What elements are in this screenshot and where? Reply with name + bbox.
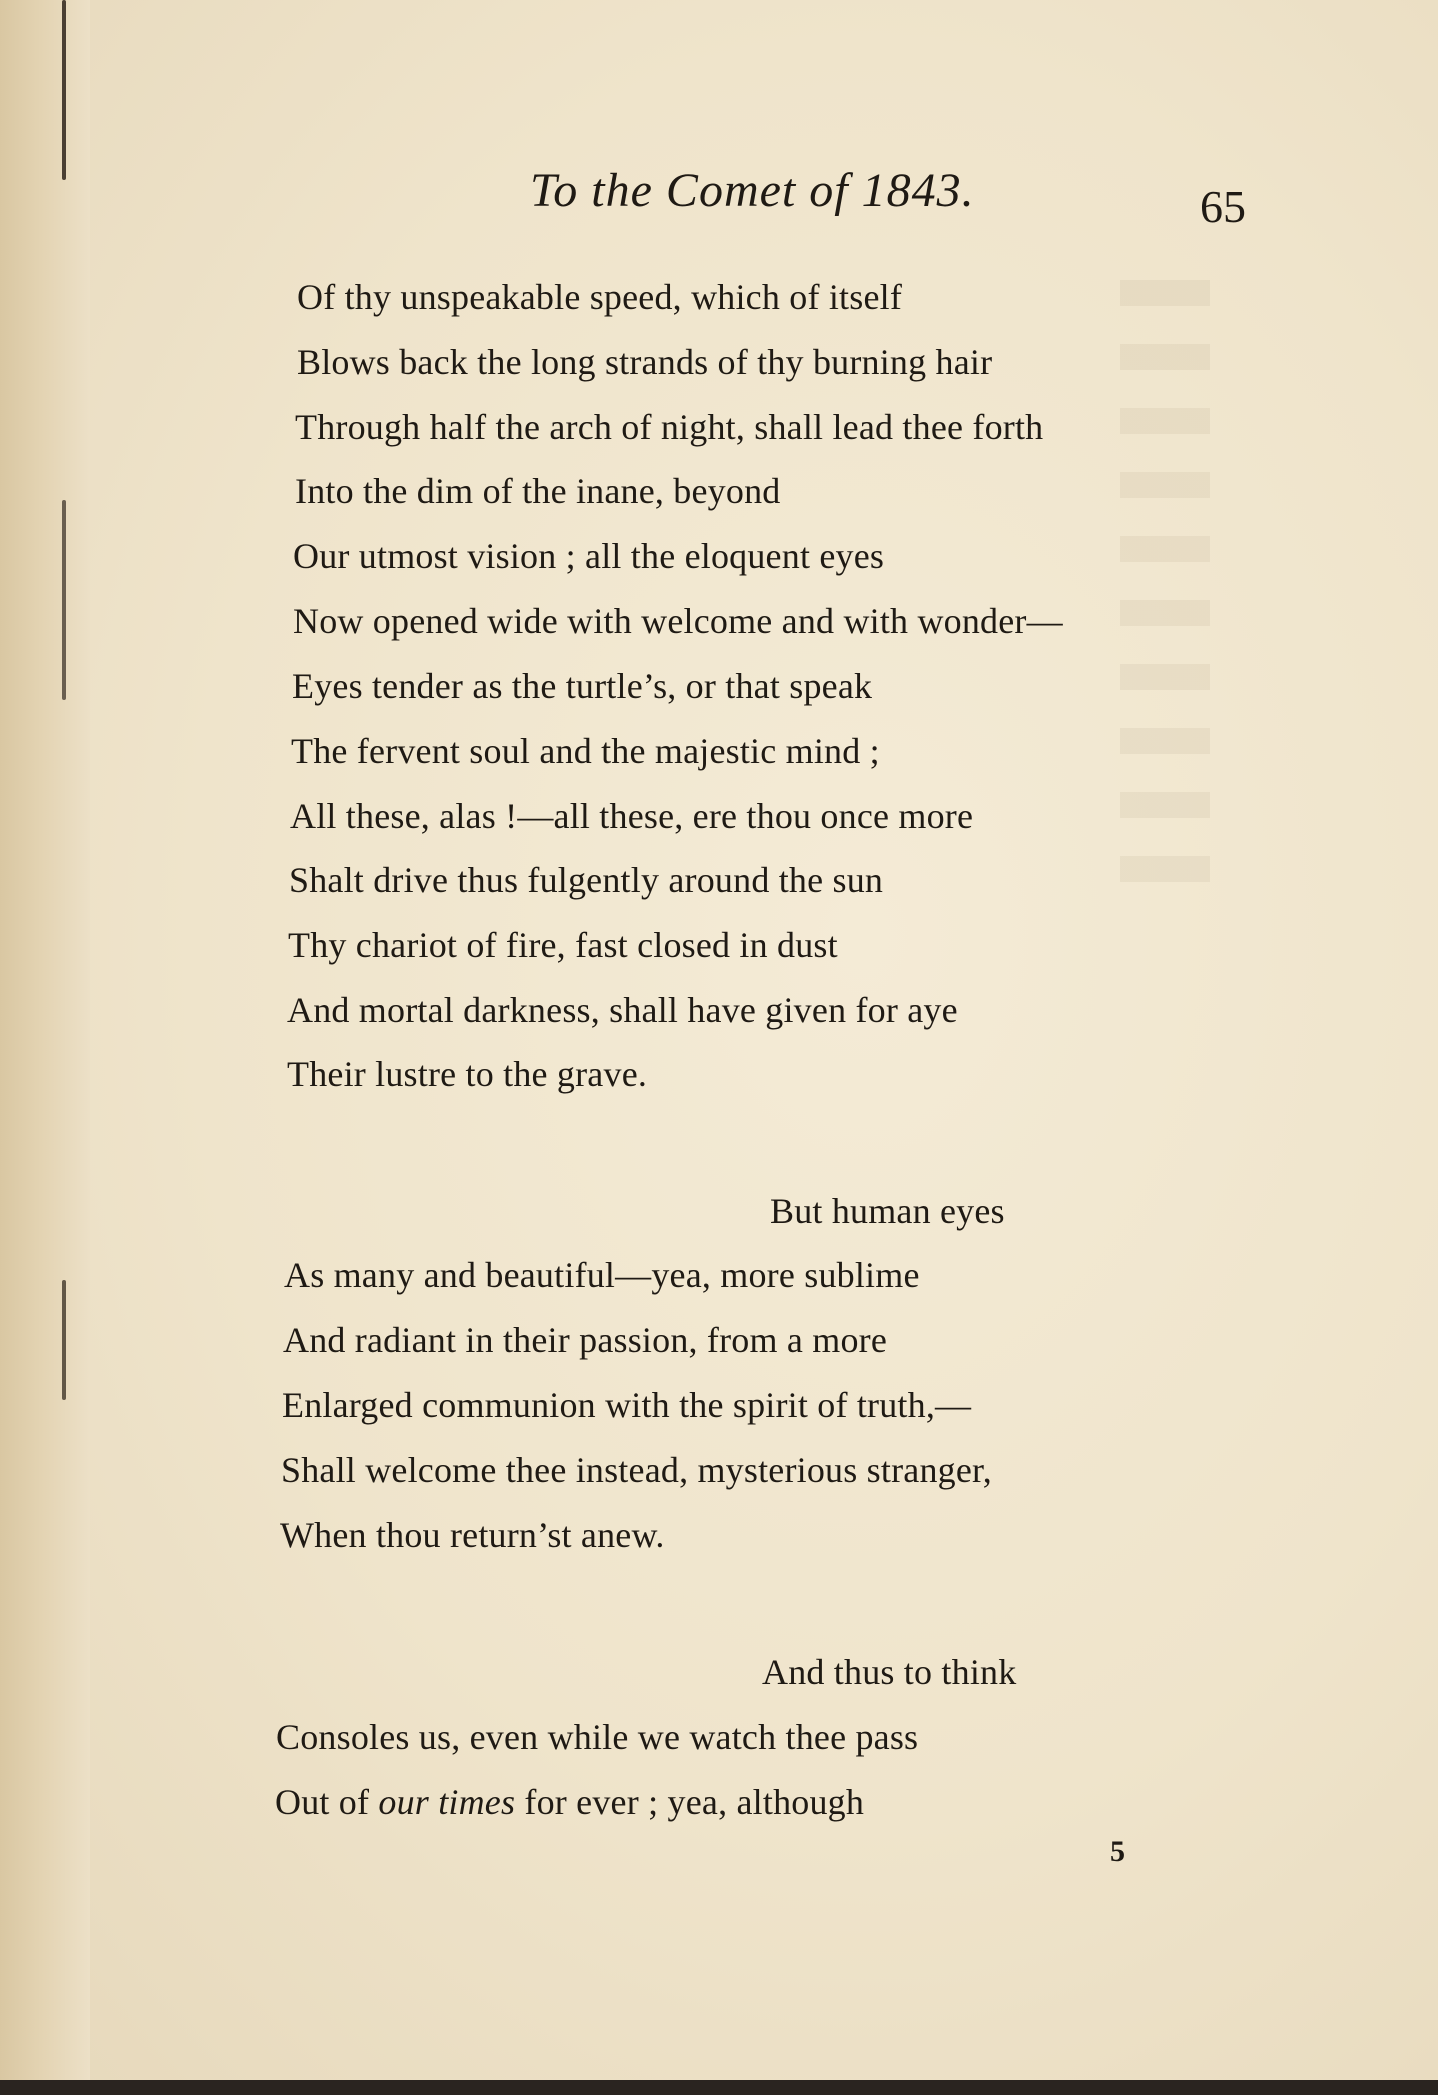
poem-line: Thy chariot of fire, fast closed in dust [288, 925, 838, 965]
binding-thread [62, 0, 66, 180]
page-number: 65 [1200, 181, 1246, 232]
poem-line: Into the dim of the inane, beyond [295, 471, 781, 511]
show-through-text [1120, 280, 1210, 920]
running-title-year: 1843. [861, 164, 975, 217]
page-bottom-edge [0, 2080, 1438, 2095]
poem-line: Shall welcome thee instead, mysterious stranger, [281, 1450, 992, 1490]
line-text: for ever ; yea, although [515, 1782, 865, 1822]
poem-line: Consoles us, even while we watch thee pass [276, 1717, 919, 1757]
poem-line: Eyes tender as the turtle’s, or that speak [292, 666, 873, 706]
binding-thread [62, 500, 66, 700]
page-gutter [0, 0, 90, 2080]
poem-line: But human eyes [770, 1191, 1005, 1231]
running-title-text: To the Comet of [530, 164, 862, 217]
running-title [530, 163, 975, 218]
poem-line: Shalt drive thus fulgently around the sun [289, 860, 884, 900]
poem-line: And thus to think [762, 1652, 1017, 1692]
poem-line: As many and beautiful—yea, more sublime [284, 1255, 920, 1295]
poem-line: Now opened wide with welcome and with wonder— [293, 601, 1063, 641]
binding-thread [62, 1280, 66, 1400]
poem-line [275, 1781, 864, 1823]
poem-line: Through half the arch of night, shall lead thee forth [295, 407, 1044, 447]
poem-line: And mortal darkness, shall have given for aye [287, 990, 958, 1030]
italic-phrase: our times [378, 1782, 516, 1822]
line-text: Out of [275, 1782, 379, 1822]
poem-line: And radiant in their passion, from a more [283, 1320, 888, 1360]
poem-line: Enlarged communion with the spirit of truth,— [282, 1385, 972, 1425]
poem-line: Of thy unspeakable speed, which of itself [297, 277, 903, 317]
poem-line: Their lustre to the grave. [287, 1054, 648, 1094]
signature-mark: 5 [1110, 1835, 1125, 1868]
poem-line: The fervent soul and the majestic mind ; [291, 731, 880, 771]
poem-line: When thou return’st anew. [280, 1515, 665, 1555]
poem-line: All these, alas !—all these, ere thou once more [290, 796, 974, 836]
poem-line: Our utmost vision ; all the eloquent eyes [293, 536, 885, 576]
poem-line: Blows back the long strands of thy burning hair [297, 342, 993, 382]
